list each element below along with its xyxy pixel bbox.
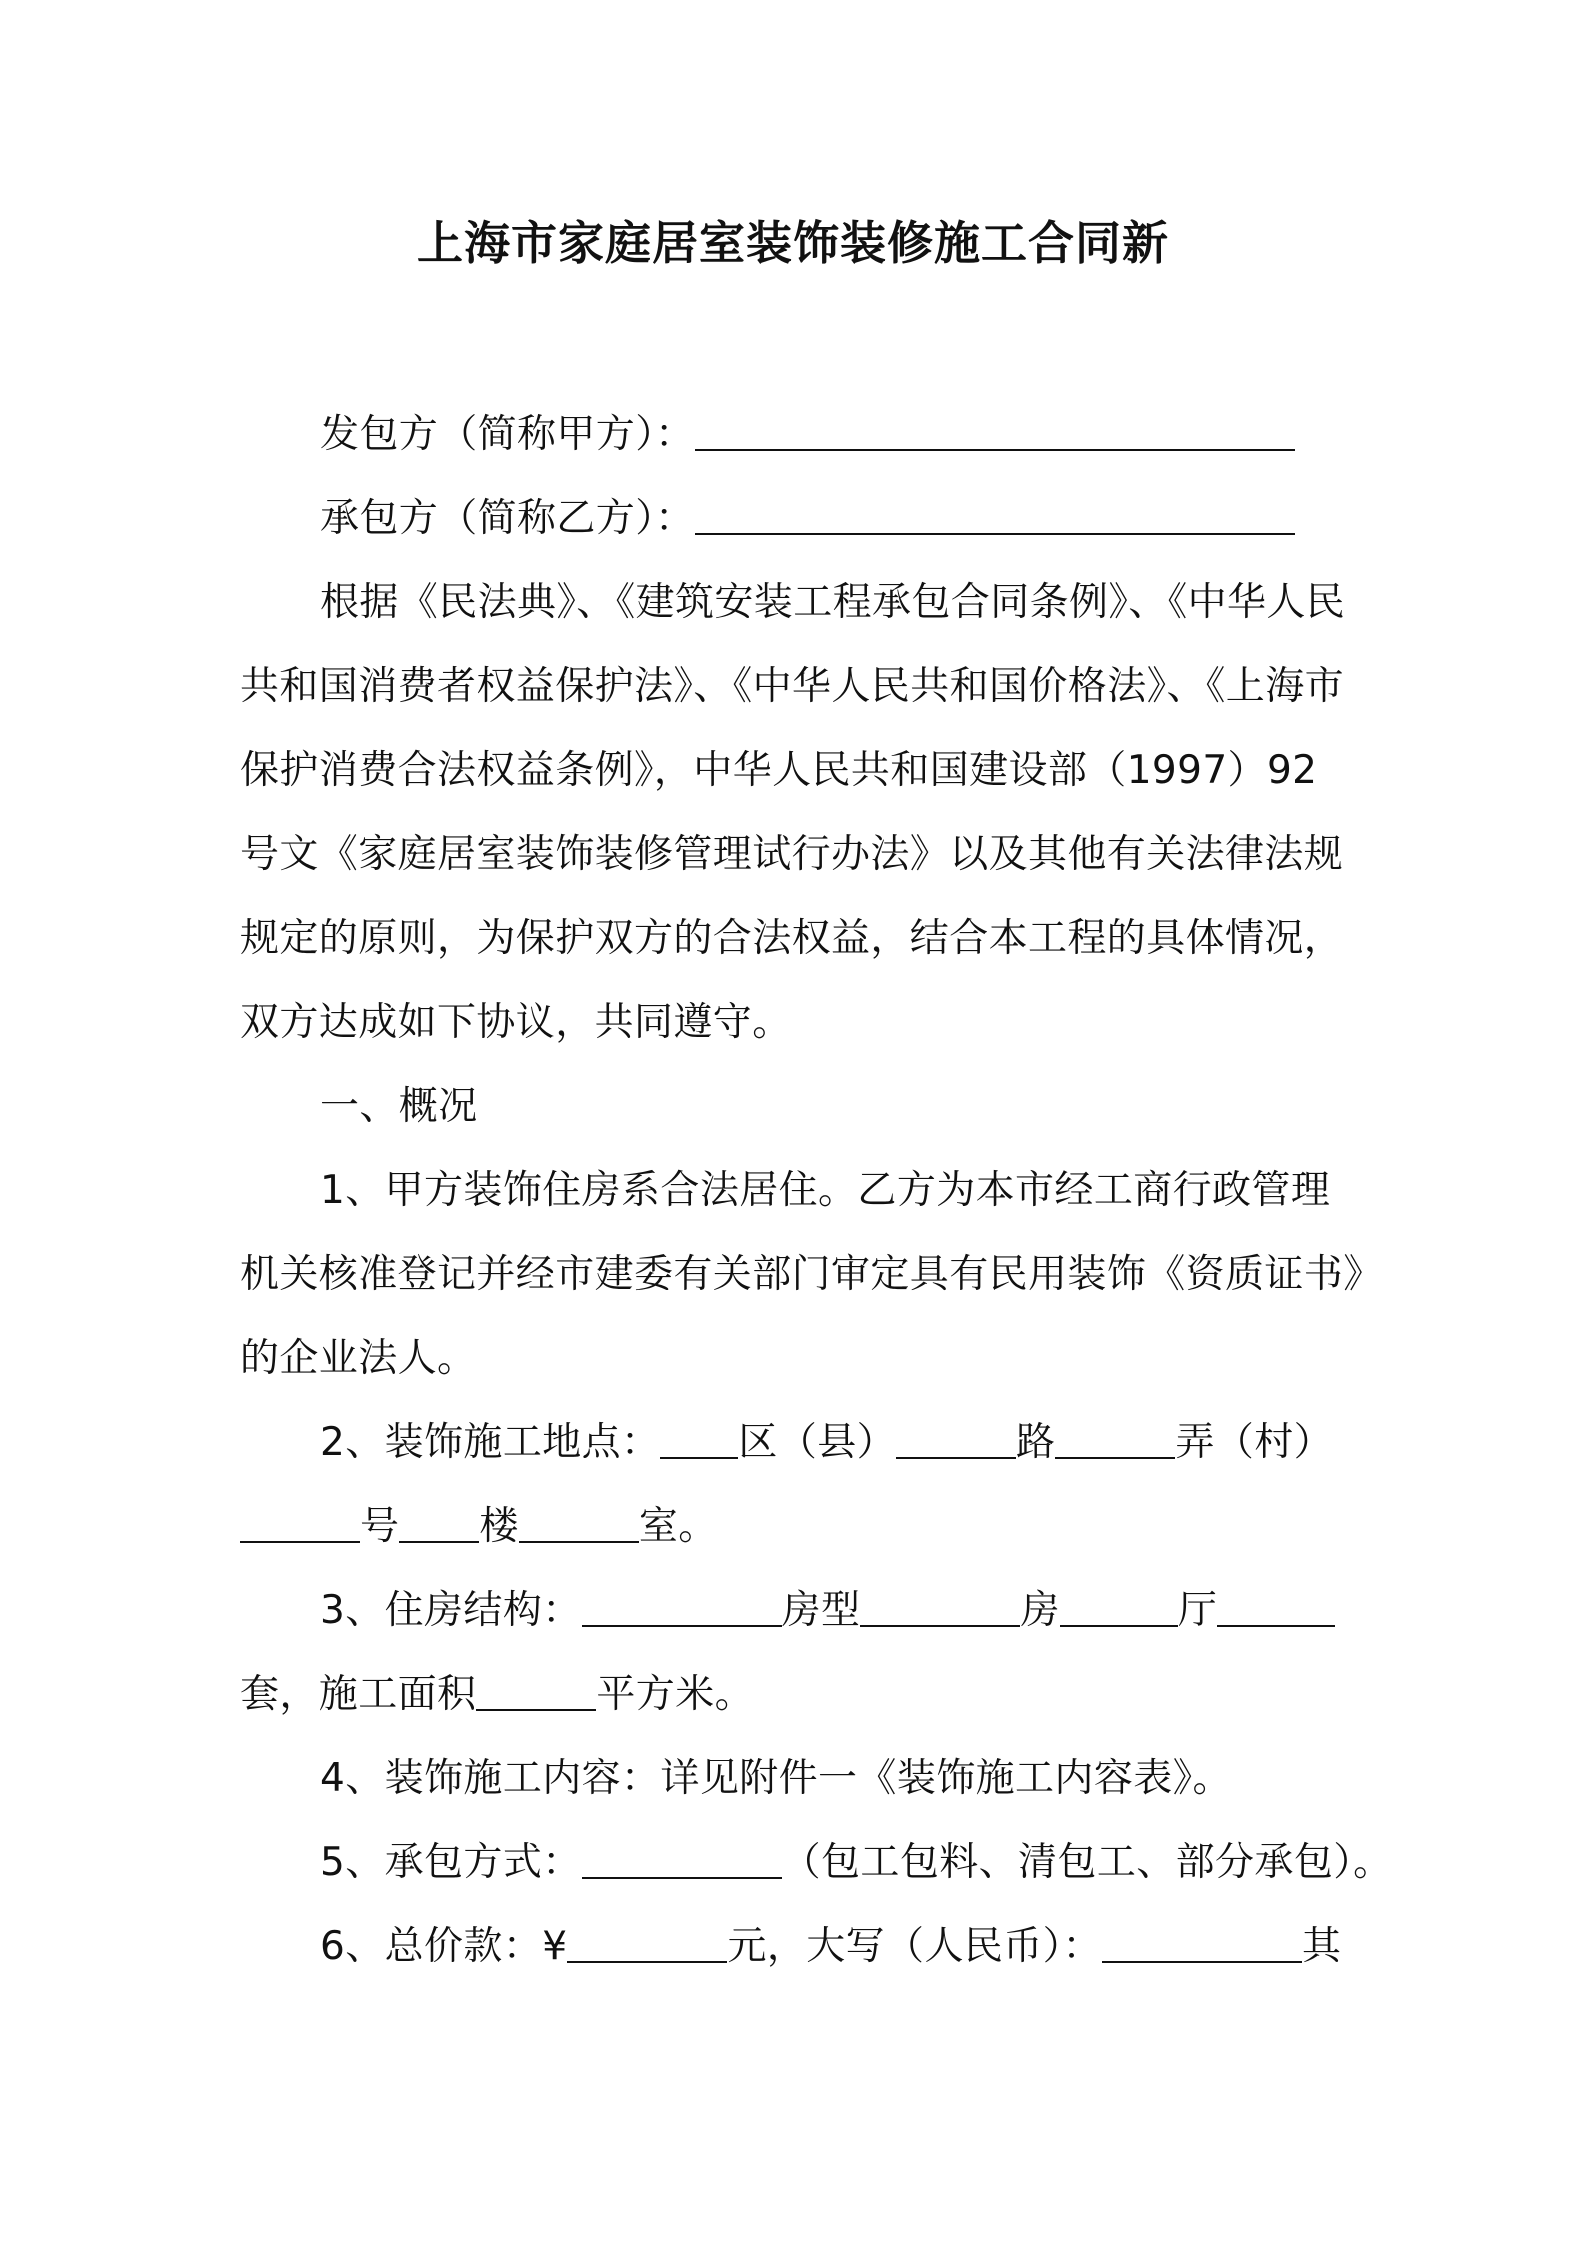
item3-prefix: 3、住房结构： [320, 1588, 582, 1633]
preamble-line: 根据《民法典》、《建筑安装工程承包合同条例》、《中华人民 [320, 580, 1346, 625]
party-b-blank[interactable] [695, 495, 1295, 535]
halls-label: 厅 [1177, 1588, 1218, 1633]
room-label: 室。 [638, 1504, 718, 1549]
party-b-label: 承包方（简称乙方）： [320, 496, 695, 541]
party-a-line [320, 407, 1295, 463]
preamble-line: 规定的原则，为保护双方的合法权益，结合本工程的具体情况， [240, 916, 1344, 961]
item5-prefix: 5、承包方式： [320, 1840, 582, 1885]
item2-line [240, 1499, 718, 1555]
document-title: 上海市家庭居室装饰装修施工合同新 [417, 216, 1169, 270]
building-blank[interactable] [399, 1503, 479, 1543]
sets-blank[interactable] [1217, 1587, 1335, 1627]
preamble-line: 保护消费合法权益条例》，中华人民共和国建设部（1997）92 [240, 748, 1318, 793]
rooms-label: 房 [1020, 1588, 1060, 1633]
party-a-label: 发包方（简称甲方）： [320, 412, 695, 457]
lane-blank[interactable] [1055, 1419, 1175, 1459]
contract-mode-blank[interactable] [582, 1839, 782, 1879]
room-blank[interactable] [519, 1503, 639, 1543]
item2-prefix: 2、装饰施工地点： [320, 1420, 661, 1465]
item4-line: 4、装饰施工内容：详见附件一《装饰施工内容表》。 [320, 1756, 1232, 1801]
lane-label: 弄（村） [1175, 1420, 1334, 1465]
structure-blank[interactable] [582, 1587, 782, 1627]
item6-tail: 其 [1301, 1924, 1342, 1969]
price-words-blank[interactable] [1102, 1923, 1302, 1963]
item1-line: 1、甲方装饰住房系合法居住。乙方为本市经工商行政管理 [320, 1168, 1331, 1213]
number-blank[interactable] [240, 1503, 360, 1543]
building-label: 楼 [479, 1504, 519, 1549]
area-unit: 平方米。 [596, 1672, 755, 1717]
item1-line: 的企业法人。 [240, 1336, 477, 1381]
party-b-line [320, 491, 1295, 547]
type-label: 房型 [781, 1588, 861, 1633]
item6-line [320, 1919, 1341, 1975]
area-blank[interactable] [476, 1671, 596, 1711]
preamble-line: 共和国消费者权益保护法》、《中华人民共和国价格法》、《上海市 [240, 664, 1345, 709]
item5-line [320, 1835, 1393, 1891]
rooms-blank[interactable] [860, 1587, 1020, 1627]
item2-line [320, 1415, 1333, 1471]
road-blank[interactable] [896, 1419, 1016, 1459]
preamble-line: 号文《家庭居室装饰装修管理试行办法》以及其他有关法律法规 [240, 832, 1344, 877]
road-label: 路 [1016, 1420, 1056, 1465]
district-label: 区（县） [738, 1420, 897, 1465]
number-label: 号 [360, 1504, 400, 1549]
sets-label: 套，施工面积 [240, 1672, 477, 1717]
item3-line [240, 1667, 754, 1723]
item3-line [320, 1583, 1335, 1639]
item1-line: 机关核准登记并经市建委有关部门审定具有民用装饰《资质证书》 [240, 1252, 1383, 1297]
item6-yuan: 元，大写（人民币）： [727, 1924, 1102, 1969]
party-a-blank[interactable] [695, 411, 1295, 451]
item5-options: （包工包料、清包工、部分承包）。 [781, 1840, 1393, 1885]
district-blank[interactable] [660, 1419, 738, 1459]
halls-blank[interactable] [1060, 1587, 1178, 1627]
price-number-blank[interactable] [567, 1923, 727, 1963]
section-heading: 一、概况 [320, 1084, 478, 1129]
preamble-line: 双方达成如下协议，共同遵守。 [240, 1000, 792, 1045]
item6-prefix: 6、总价款：¥ [320, 1924, 568, 1969]
